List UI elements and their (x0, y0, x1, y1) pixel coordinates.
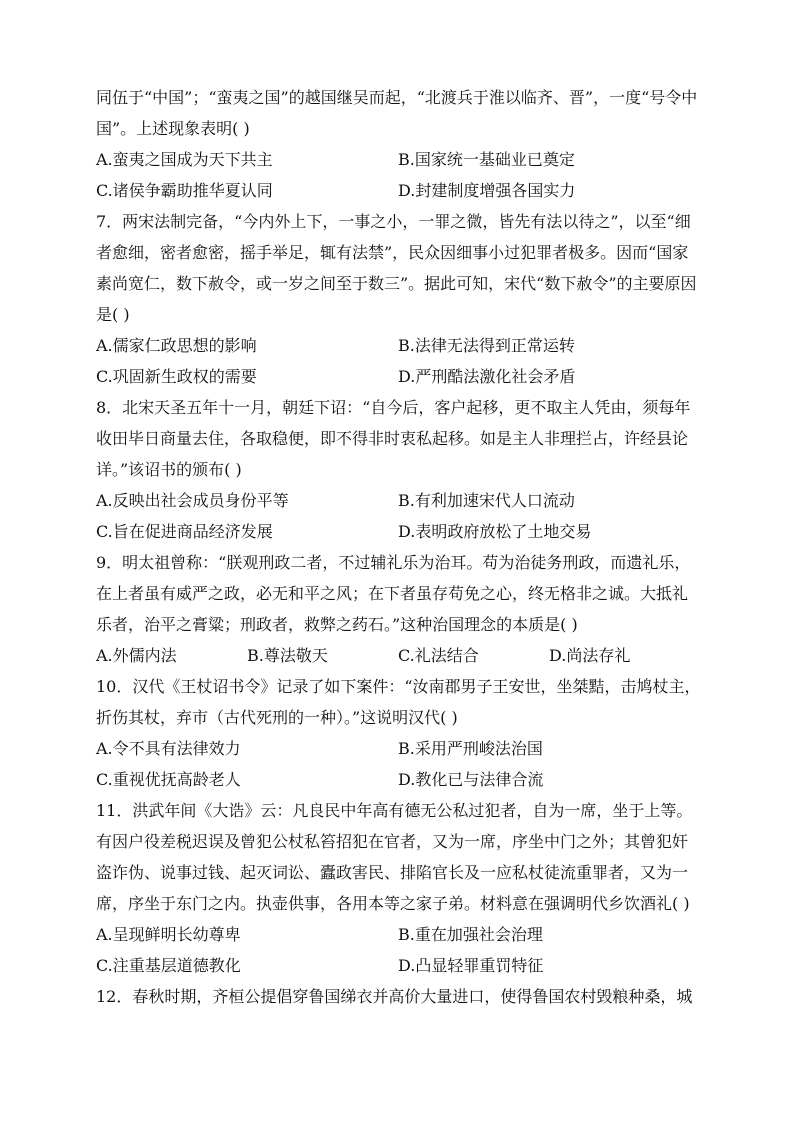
question-text-line: 素尚宽仁，数下赦令，或一岁之间至于数三”。据此可知，宋代“数下赦令”的主要原因 (96, 274, 697, 293)
option-a: A.蛮夷之国成为天下共主 (96, 150, 273, 169)
option-d: D.严刑酷法激化社会矛盾 (398, 367, 576, 386)
options-row (96, 919, 700, 950)
question-text-line: 盗诈伪、说事过钱、起灭词讼、蠹政害民、排陷官长及一应私杖徒流重罪者，又为一 (96, 863, 689, 882)
options-row (96, 950, 700, 981)
question-text-line: 7．两宋法制完备，“今内外上下，一事之小，一罪之微，皆先有法以待之”，以至“细 (96, 212, 691, 231)
options-row (96, 175, 700, 206)
exam-page (96, 82, 700, 1012)
question-text-line: 12．春秋时期，齐桓公提倡穿鲁国绨衣并高价大量进口，使得鲁国农村毁粮种桑，城 (96, 987, 693, 1006)
question-text-line: 国”。上述现象表明( ) (96, 119, 250, 138)
question-10 (96, 671, 700, 795)
option-c: C.注重基层道德教化 (96, 956, 241, 975)
question-7 (96, 206, 700, 392)
option-c: C.重视优抚高龄老人 (96, 770, 241, 789)
option-d: D.封建制度增强各国实力 (398, 181, 576, 200)
options-row (96, 330, 700, 361)
question-text-line: 9．明太祖曾称：“朕观刑政二者，不过辅礼乐为治耳。苟为治徒务刑政，而遗礼乐， (96, 553, 691, 572)
question-text-line: 11．洪武年间《大诰》云：凡良民中年高有德无公私过犯者，自为一席，坐于上等。 (96, 801, 693, 820)
options-row (96, 640, 700, 671)
question-text-line: 折伤其杖，弃市（古代死刑的一种）。”这说明汉代( ) (96, 708, 458, 727)
option-c: C.旨在促进商品经济发展 (96, 522, 273, 541)
question-text-line: 详。”该诏书的颁布( ) (96, 460, 242, 479)
question-text-line: 8．北宋天圣五年十一月，朝廷下诏：“自今后，客户起移，更不取主人凭由，须每年 (96, 398, 691, 417)
option-d: D.表明政府放松了土地交易 (398, 522, 592, 541)
option-d: D.尚法存礼 (549, 646, 631, 665)
option-b: B.尊法敬天 (247, 646, 328, 665)
question-text-line: 乐者，治平之膏粱；刑政者，救弊之药石。”这种治国理念的本质是( ) (96, 615, 578, 634)
question-text-line: 席，序坐于东门之内。执壶供事，各用本等之家子弟。材料意在强调明代乡饮酒礼( ) (96, 894, 690, 913)
question-text-line: 有因户役差税迟误及曾犯公杖私笞招犯在官者，又为一席，序坐中门之外；其曾犯奸 (96, 832, 689, 851)
question-text-line: 收田毕日商量去住，各取稳便，即不得非时衷私起移。如是主人非理拦占，许经县论 (96, 429, 689, 448)
question-text-line: 同伍于“中国”；“蛮夷之国”的越国继吴而起，“北渡兵于淮以临齐、晋”，一度“号令中 (96, 88, 698, 107)
options-row (96, 764, 700, 795)
option-b: B.法律无法得到正常运转 (398, 336, 575, 355)
option-c: C.诸侯争霸助推华夏认同 (96, 181, 273, 200)
option-c: C.礼法结合 (398, 646, 479, 665)
option-a: A.令不具有法律效力 (96, 739, 241, 758)
option-d: D.凸显轻罪重罚特征 (398, 956, 544, 975)
option-b: B.采用严刑峻法治国 (398, 739, 543, 758)
option-b: B.有利加速宋代人口流动 (398, 491, 575, 510)
options-row (96, 361, 700, 392)
option-a: A.呈现鲜明长幼尊卑 (96, 925, 241, 944)
question-text-line: 10．汉代《王杖诏书令》记录了如下案件：“汝南郡男子王安世，坐桀黠，击鸠杖主， (96, 677, 701, 696)
question-12 (96, 981, 700, 1012)
question-text-line: 在上者虽有威严之政，必无和平之风；在下者虽存苟免之心，终无格非之诚。大抵礼 (96, 584, 689, 603)
option-a: A.外儒内法 (96, 646, 177, 665)
option-b: B.国家统一基础业已奠定 (398, 150, 575, 169)
option-d: D.教化已与法律合流 (398, 770, 544, 789)
question-intro (96, 82, 700, 206)
question-8 (96, 392, 700, 547)
option-c: C.巩固新生政权的需要 (96, 367, 257, 386)
option-a: A.反映出社会成员身份平等 (96, 491, 289, 510)
question-text-line: 是( ) (96, 305, 130, 324)
option-a: A.儒家仁政思想的影响 (96, 336, 257, 355)
options-row (96, 516, 700, 547)
options-row (96, 144, 700, 175)
options-row (96, 733, 700, 764)
options-row (96, 485, 700, 516)
option-b: B.重在加强社会治理 (398, 925, 543, 944)
question-text-line: 者愈细，密者愈密，摇手举足，辄有法禁”，民众因细事小过犯罪者极多。因而“国家 (96, 243, 689, 262)
question-11 (96, 795, 700, 981)
question-9 (96, 547, 700, 671)
